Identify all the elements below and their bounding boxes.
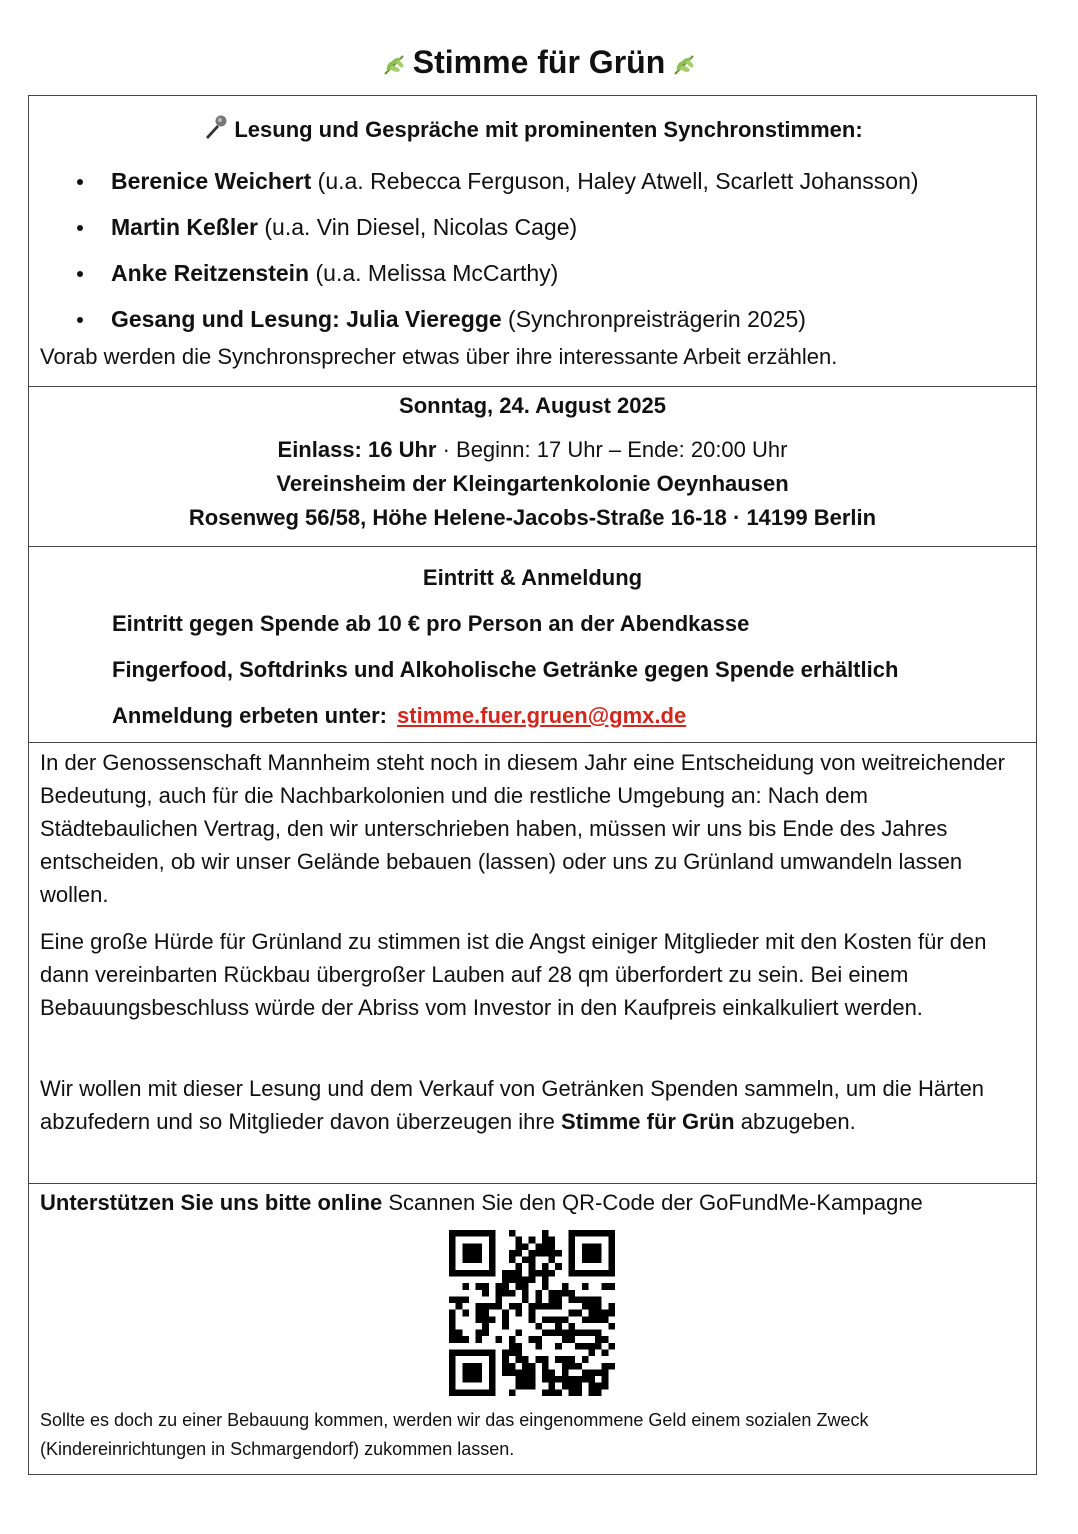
event-times	[29, 435, 1036, 465]
event-date: Sonntag, 24. August 2025	[399, 393, 666, 418]
support-text: Scannen Sie den QR-Code der GoFundMe-Kampagne	[382, 1190, 923, 1215]
support-note: Sollte es doch zu einer Bebauung kommen, werden wir das eingenommene Geld einem sozialen Zweck (Kindereinrichtungen in Schmargendorf) zukommen lassen.	[40, 1410, 869, 1459]
microphone-icon	[202, 114, 228, 140]
entry-section	[29, 546, 1036, 742]
background-paragraph-3: Wir wollen mit dieser Lesung und dem Verkauf von Getränken Spenden sammeln, um die Härten abzufedern und so Mitglieder davon überzeugen ihre Stimme für Grün abzugeben.	[40, 1076, 985, 1134]
speaker-detail: (u.a. Rebecca Ferguson, Haley Atwell, Scarlett Johansson)	[311, 168, 919, 194]
list-item	[73, 296, 919, 342]
start-end-times: · Beginn: 17 Uhr – Ende: 20:00 Uhr	[436, 437, 788, 462]
qr-code[interactable]	[449, 1230, 615, 1396]
admission-time: Einlass: 16 Uhr	[277, 437, 437, 462]
slogan-bold: Stimme für Grün	[561, 1109, 735, 1134]
entry-fee: Eintritt gegen Spende ab 10 € pro Person an der Abendkasse	[112, 611, 750, 636]
speaker-name: Anke Reitzenstein	[111, 260, 310, 286]
leaf-icon	[671, 52, 697, 78]
entry-food: Fingerfood, Softdrinks und Alkoholische Getränke gegen Spende erhältlich	[112, 657, 899, 682]
list-item	[73, 158, 919, 204]
speaker-detail: (u.a. Melissa McCarthy)	[309, 260, 559, 286]
reading-intro: Vorab werden die Synchronsprecher etwas über ihre interessante Arbeit erzählen.	[40, 344, 838, 369]
event-address: Rosenweg 56/58, Höhe Helene-Jacobs-Straße 16-18 · 14199 Berlin	[188, 505, 877, 530]
speaker-detail: (Synchronpreisträgerin 2025)	[501, 306, 806, 332]
reading-heading: Lesung und Gespräche mit prominenten Synchronstimmen:	[29, 114, 1036, 145]
flyer-table	[28, 95, 1037, 1475]
support-section	[29, 1183, 1036, 1474]
leaf-icon	[381, 52, 407, 78]
registration-line	[112, 701, 686, 731]
background-paragraph-2: Eine große Hürde für Grünland zu stimmen ist die Angst einiger Mitglieder mit den Kosten für den dann vereinbarten Rückbau übergroßer Lauben auf 28 qm überfordert zu sein. Bei einem Bebauungsbeschluss würde der Abriss vom Investor in den Kaufpreis einkalkuliert werden.	[40, 929, 987, 1020]
list-item	[73, 250, 919, 296]
speaker-name: Gesang und Lesung: Julia Vieregge	[111, 306, 502, 332]
event-venue: Vereinsheim der Kleingartenkolonie Oeynhausen	[276, 471, 789, 496]
page-title	[0, 40, 1078, 84]
support-label: Unterstützen Sie uns bitte online	[40, 1190, 383, 1215]
support-line	[40, 1188, 923, 1218]
title-text: Stimme für Grün	[412, 44, 666, 80]
speaker-list	[73, 158, 919, 342]
event-section	[29, 386, 1036, 546]
speaker-name: Martin Keßler	[111, 214, 258, 240]
list-item	[73, 204, 919, 250]
background-section	[29, 742, 1036, 1183]
speaker-detail: (u.a. Vin Diesel, Nicolas Cage)	[257, 214, 578, 240]
reading-section	[29, 96, 1036, 386]
email-link[interactable]: stimme.fuer.gruen@gmx.de	[397, 703, 687, 728]
registration-label: Anmeldung erbeten unter:	[112, 703, 388, 728]
entry-heading: Eintritt & Anmeldung	[422, 565, 643, 590]
speaker-name: Berenice Weichert	[111, 168, 312, 194]
background-paragraph-1: In der Genossenschaft Mannheim steht noch in diesem Jahr eine Entscheidung von weitreichender Bedeutung, auch für die Nachbarkolonien und die restliche Umgebung an: Nach dem Städtebaulichen Vertrag, den wir unterschrieben haben, müssen wir uns bis Ende des Jahres entscheiden, ob wir unser Gelände bebauen (lassen) oder uns zu Grünland umwandeln lassen wollen.	[40, 750, 1005, 907]
